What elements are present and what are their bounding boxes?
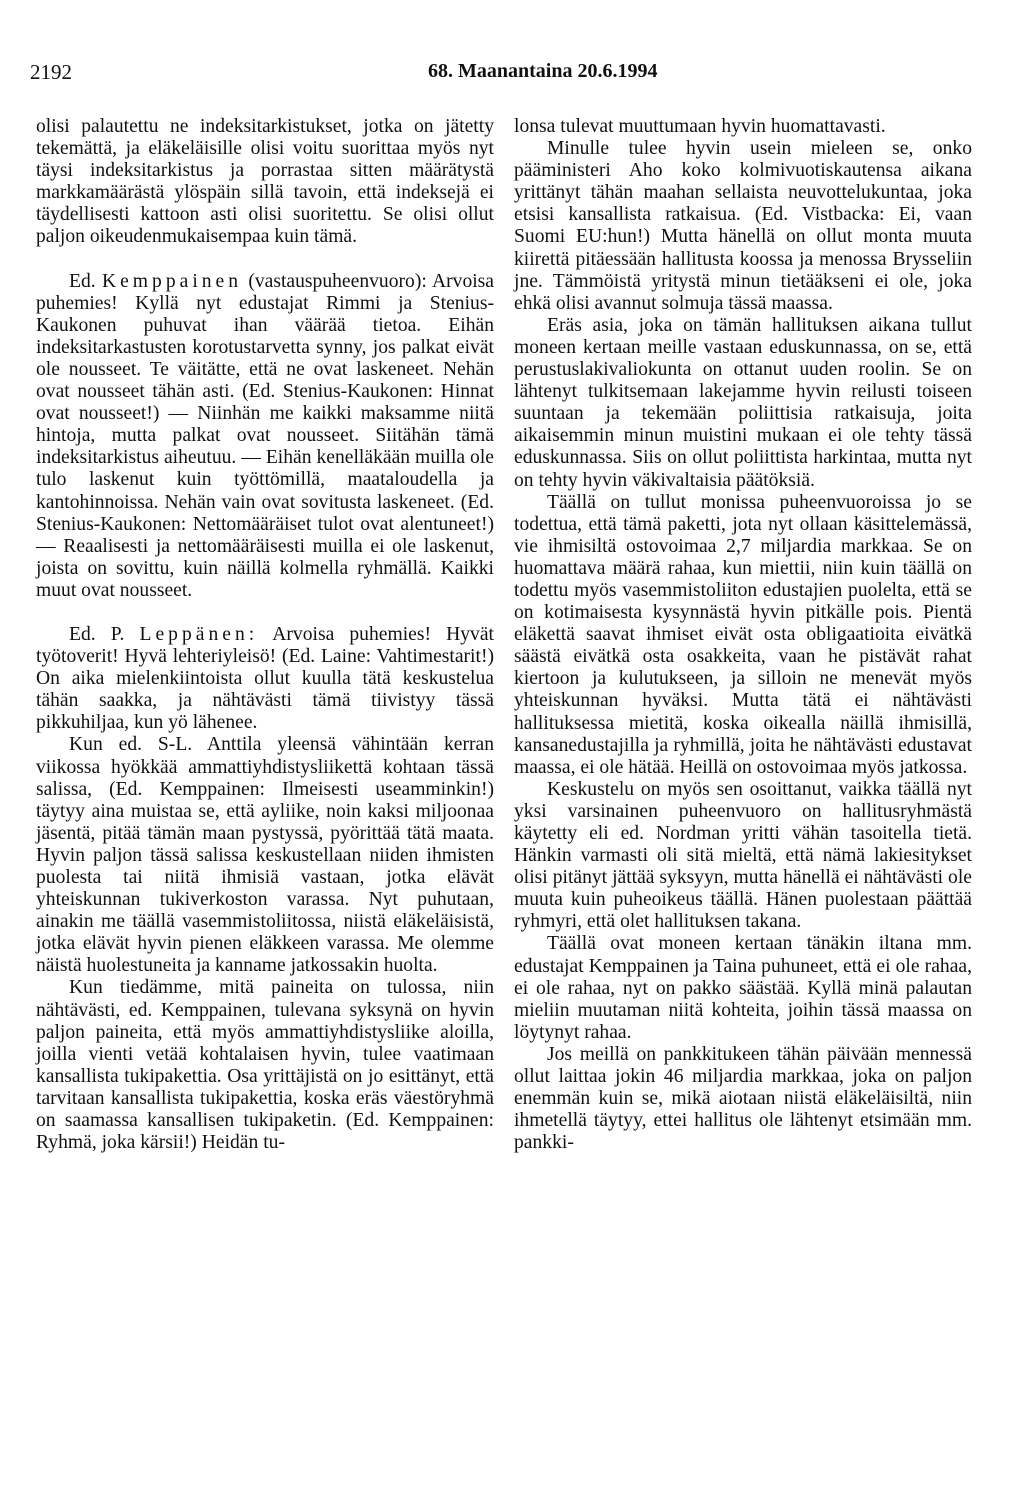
paragraph: Eräs asia, joka on tämän hallituksen aikana tullut moneen kertaan meille vastaan eduskunnassa, on se, että perustuslakivaliokunta on ottanut uuden roolin. Se on lähtenyt tulkitsemaan lakejamme hyvin reilusti toiseen suuntaan ja tekemään poliittisia ratkaisuja, joita aikaisemmin minun muistini mukaan ei ole tehty tässä eduskunnassa. Siis on ollut poliittista harkintaa, mutta nyt on tehty hyvin väkivaltaisia päätöksiä. bbox=[514, 314, 972, 491]
paragraph: olisi palautettu ne indeksitarkistukset, jotka on jätetty tekemättä, ja eläkeläisille olisi voitu suorittaa myös nyt täysi indeksitarkistus ja porrastaa sitten määrätystä markkamäärästä ylöspäin sillä tavoin, että indeksejä ei täydellisesti kattoon asti olisi suoritettu. Se olisi ollut paljon oikeudenmukaisempaa kuin tämä. bbox=[36, 116, 494, 248]
speech-text: (vastauspuheenvuoro): Arvoisa puhemies! Kyllä nyt edustajat Rimmi ja Stenius-Kaukonen puhuvat ihan väärää tietoa. Eihän indeksitarkastusten korotustarvetta synny, jos palkat eivät ole nousseet. Te väitätte, että ne ovat laskeneet. Nehän ovat nousseet tähän asti. (Ed. Stenius-Kaukonen: Hinnat ovat nousseet!) — Niinhän me kaikki maksamme niitä hintoja, mutta palkat ovat nousseet. Siitähän tämä indeksitarkistus aiheutuu. — Eihän kenelläkään muilla ole tulo laskenut kuin työttömillä, maataloudella ja kantohinnoissa. Nehän vain ovat sovitusta laskeneet. (Ed. Stenius-Kaukonen: Nettomääräiset tulot ovat alentuneet!) — Reaalisesti ja nettomääräisesti muilla ei ole laskenut, joista on sovittu, kuin näillä kolmella ryhmällä. Kaikki muut ovat nousseet. bbox=[36, 270, 495, 601]
paragraph: Kun tiedämme, mitä paineita on tulossa, niin nähtävästi, ed. Kemppainen, tulevana syksynä on hyvin paljon paineita, että myös ammattiyhdistysliike aloilla, joilla vienti vetää kohtalaisen hyvin, tulee vaatimaan kansallista tukipakettia. Osa yrittäjistä on jo esittänyt, että tarvitaan kansallista tukipakettia, koska eräs väestöryhmä on saamassa kansallisen tukipaketin. (Ed. Kemppainen: Ryhmä, joka kärsii!) Heidän tu- bbox=[36, 977, 494, 1154]
paragraph: Täällä on tullut monissa puheenvuoroissa jo se todettua, että tämä paketti, jota nyt ollaan käsittelemässä, vie ihmisiltä ostovoimaa 2,7 miljardia markkaa. Se on huomattava määrä rahaa, kun miettii, niin kuin täällä on todettu myös vasemmistoliiton edustajien puolelta, että se on kotimaisesta kysynnästä hyvin pitkälle pois. Pientä eläkettä saavat ihmiset eivät osta obligaatioita eivätkä säästä eivätkä osta osakkeita, vaan he pistävät rahat kiertoon ja kulutukseen, ja silloin ne menevät myös yhteiskunnan hyväksi. Mutta tätä ei nähtävästi hallituksessa mietitä, koska oikealla näillä ihmisillä, kansanedustajilla ja ryhmillä, joita he nähtävästi edustavat maassa, ei ole hätää. Heillä on ostovoimaa myös jatkossa. bbox=[514, 491, 972, 778]
session-title: 68. Maanantaina 20.6.1994 bbox=[428, 60, 658, 82]
speech-text: Arvoisa puhemies! Hyvät työtoverit! Hyvä lehteriyleisö! (Ed. Laine: Vahtimestarit!) On aika mielenkiintoista ollut kuulla tätä keskustelua tähän saakka, ja nähtävästi tämä tiivistyy tässä pikkuhiljaa, kun yö lähenee. bbox=[36, 623, 494, 734]
paragraph: Täällä ovat moneen kertaan tänäkin iltana mm. edustajat Kemppainen ja Taina puhuneet, että ei ole rahaa, ei ole rahaa, nyt on pakko säästää. Kyllä minä palautan mieliin muutaman niitä kohteita, joihin tässä maassa on löytynyt rahaa. bbox=[514, 933, 972, 1043]
page-number: 2192 bbox=[30, 60, 72, 84]
speaker-prefix: Ed. bbox=[69, 270, 96, 292]
speaker-name: Leppänen: bbox=[139, 623, 259, 645]
speaker-prefix: Ed. P. bbox=[69, 623, 125, 645]
paragraph: Keskustelu on myös sen osoittanut, vaikka täällä nyt yksi varsinainen puheenvuoro on hallitusryhmästä käytetty eli ed. Nordman yritti vähän tasoitella tietä. Hänkin varmasti oli sitä mieltä, että nämä lakiesitykset olisi pitänyt jättää syksyyn, mutta hänellä ei nähtävästi ole muuta kuin puheoikeus täällä. Hänen puolestaan päättää ryhmyri, että olet hallituksen takana. bbox=[514, 778, 972, 933]
paragraph: Kun ed. S-L. Anttila yleensä vähintään kerran viikossa hyökkää ammattiyhdistysliikettä kohtaan tässä salissa, (Ed. Kemppainen: Ilmeisesti useamminkin!) täytyy aina muistaa se, että ayliike, noin kaksi miljoonaa jäsentä, pitää tämän maan pystyssä, pyörittää tätä maata. Hyvin paljon tässä salissa keskustellaan niiden ihmisten puolesta tai niitä ihmisiä vastaan, jotka elävät yhteiskunnan tukiverkoston varassa. Nyt puhutaan, ainakin me täällä vasemmistoliitossa, niistä eläkeläisistä, jotka elävät hyvin pienen eläkkeen varassa. Me olemme näistä huolestuneita ja kanname jatkossakin huolta. bbox=[36, 734, 494, 977]
speech-paragraph bbox=[36, 271, 494, 602]
speaker-name: Kemppainen bbox=[101, 270, 243, 292]
right-column bbox=[514, 116, 972, 1154]
left-column bbox=[36, 116, 494, 1154]
paragraph: Minulle tulee hyvin usein mieleen se, onko pääministeri Aho koko kolmivuotiskautensa aikana yrittänyt tähän maahan sellaista neuvottelukuntaa, joka etsisi kansallista ratkaisua. (Ed. Vistbacka: Ei, vaan Suomi EU:hun!) Mutta hänellä on ollut monta muuta kiirettä pitäessään hallitusta koossa ja menossa Brysseliin jne. Tämmöistä yritystä minun tietääkseni ei ole, joka ehkä olisi avannut solmuja tässä maassa. bbox=[514, 138, 972, 314]
paragraph: lonsa tulevat muuttumaan hyvin huomattavasti. bbox=[514, 116, 886, 137]
speech-paragraph bbox=[36, 624, 494, 734]
paragraph: Jos meillä on pankkitukeen tähän päivään mennessä ollut laittaa jokin 46 miljardia markkaa, joka on paljon enemmän kuin se, mikä aiotaan niistä eläkeläisiltä, niin ihmetellä täytyy, ettei hallitus ole lähtenyt etsimään mm. pankki- bbox=[514, 1043, 972, 1154]
page-header bbox=[30, 60, 970, 90]
